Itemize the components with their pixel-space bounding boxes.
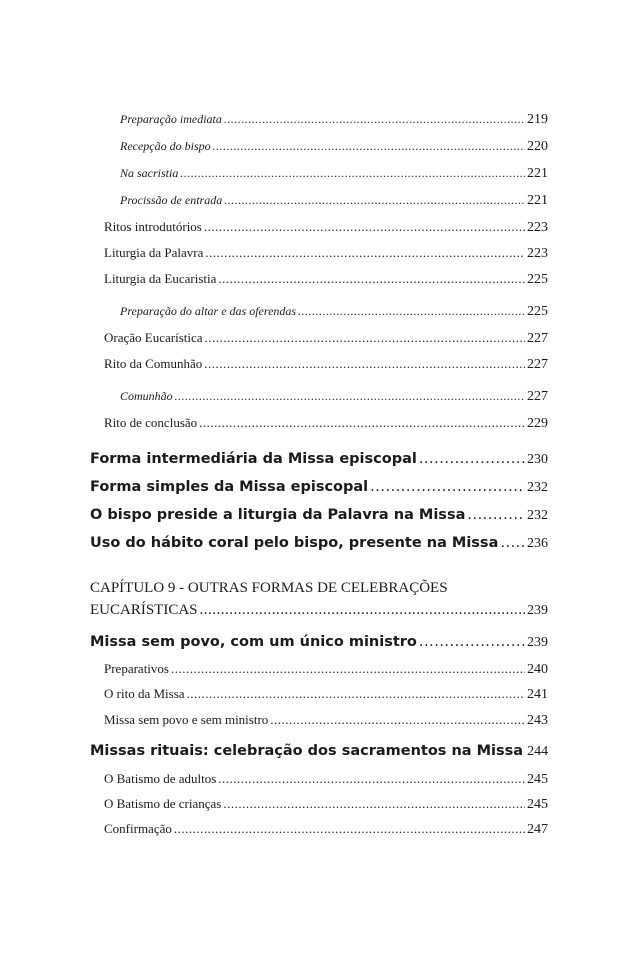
toc-entry-page: 223 — [527, 220, 548, 235]
toc-entry — [120, 139, 548, 155]
toc-entry-page: 241 — [527, 687, 548, 702]
toc-entry-label: Missa sem povo e sem ministro — [104, 712, 269, 727]
toc-entry-label: O Batismo de adultos — [104, 771, 217, 786]
toc-entry — [104, 771, 548, 788]
dot-leader — [175, 389, 525, 404]
chapter-heading: CAPÍTULO 9 - OUTRAS FORMAS DE CELEBRAÇÕES — [90, 580, 448, 596]
toc-entry-page: 220 — [527, 139, 548, 154]
toc-entry-page: 221 — [527, 166, 548, 181]
dot-leader — [187, 686, 525, 702]
toc-entry-page: 230 — [527, 452, 548, 467]
toc-entry-label: Liturgia da Palavra — [104, 245, 204, 260]
toc-entry — [104, 356, 548, 373]
toc-entry — [104, 271, 548, 288]
dot-leader — [205, 330, 525, 346]
toc-section-entry — [90, 743, 548, 760]
toc-entry-page: 232 — [527, 480, 548, 495]
toc-entry-label: O Batismo de crianças — [104, 796, 222, 811]
toc-entry-page: 239 — [527, 635, 548, 650]
toc-entry-page: 236 — [527, 536, 548, 551]
toc-entry — [104, 245, 548, 262]
dot-leader — [224, 193, 525, 208]
toc-entry-page: 244 — [527, 744, 549, 759]
toc-entry-page: 232 — [527, 508, 548, 523]
dot-leader — [298, 304, 525, 319]
toc-entry — [104, 796, 548, 813]
dot-leader — [204, 356, 525, 372]
dot-leader — [180, 166, 525, 181]
toc-entry-label: Forma simples da Missa episcopal — [90, 479, 369, 495]
toc-entry-page: 245 — [527, 797, 548, 812]
toc-entry-label: Oração Eucarística — [104, 330, 203, 345]
dot-leader — [199, 415, 525, 431]
toc-entry-page: 240 — [527, 662, 548, 677]
toc-entry — [104, 712, 548, 729]
toc-entry — [104, 821, 548, 838]
dot-leader — [204, 219, 525, 235]
dot-leader — [213, 139, 525, 154]
toc-entry — [104, 415, 548, 432]
toc-entry-page: 227 — [527, 389, 548, 404]
toc-entry-page: 225 — [527, 304, 548, 319]
toc-entry-page: 229 — [527, 416, 548, 431]
toc-entry-label: Ritos introdutórios — [104, 219, 202, 234]
toc-entry — [104, 219, 548, 236]
toc-entry — [120, 389, 548, 405]
dot-leader — [200, 602, 525, 619]
dot-leader — [224, 112, 525, 127]
toc-entry — [120, 112, 548, 128]
toc-section-entry — [90, 451, 548, 468]
toc-section-entry — [90, 535, 548, 552]
dot-leader — [270, 712, 525, 728]
toc-entry-label: Uso do hábito coral pelo bispo, presente na Missa — [90, 535, 499, 551]
toc-entry-label: Procissão de entrada — [120, 193, 223, 207]
toc-entry-page: 227 — [527, 357, 548, 372]
dot-leader — [218, 271, 525, 287]
toc-entry-label: O bispo preside a liturgia da Palavra na Missa — [90, 507, 466, 523]
dot-leader — [419, 634, 525, 650]
toc-entry-label: Missa sem povo, com um único ministro — [90, 634, 417, 650]
toc-chapter-entry — [90, 602, 548, 619]
toc-section-entry — [90, 507, 548, 524]
dot-leader — [370, 479, 525, 495]
toc-entry-label: Preparação do altar e das oferendas — [120, 304, 297, 318]
toc-entry-label: Na sacristia — [120, 166, 179, 180]
toc-entry-label: Rito da Comunhão — [104, 356, 203, 371]
toc-entry — [104, 661, 548, 678]
toc-entry-label: Comunhão — [120, 389, 173, 403]
dot-leader — [174, 821, 525, 837]
toc-entry-label: Liturgia da Eucaristia — [104, 271, 217, 286]
toc-entry-label: Rito de conclusão — [104, 415, 198, 430]
toc-entry-label: Forma intermediária da Missa episcopal — [90, 451, 417, 467]
dot-leader — [467, 507, 525, 523]
toc-entry-label: EUCARÍSTICAS — [90, 602, 198, 618]
dot-leader — [223, 796, 525, 812]
toc-entry-label: Missas rituais: celebração dos sacramentos na Missa — [90, 743, 524, 759]
dot-leader — [500, 535, 525, 551]
toc-section-entry — [90, 479, 548, 496]
toc-entry — [104, 330, 548, 347]
toc-entry-page: 247 — [527, 822, 548, 837]
toc-entry-label: O rito da Missa — [104, 686, 185, 701]
toc-entry — [120, 304, 548, 320]
dot-leader — [171, 661, 525, 677]
toc-entry-page: 239 — [527, 603, 548, 618]
toc-entry-page: 219 — [527, 112, 548, 127]
toc-entry — [120, 193, 548, 209]
toc-entry — [120, 166, 548, 182]
toc-entry-page: 221 — [527, 193, 548, 208]
toc-entry-label: Preparativos — [104, 661, 169, 676]
toc-entry-label: Preparação imediata — [120, 112, 222, 126]
dot-leader — [218, 771, 525, 787]
dot-leader — [419, 451, 525, 467]
toc-entry-page: 245 — [527, 772, 548, 787]
toc-entry — [104, 686, 548, 703]
toc-entry-page: 225 — [527, 272, 548, 287]
toc-entry-page: 223 — [527, 246, 548, 261]
toc-entry-page: 227 — [527, 331, 548, 346]
toc-entry-label: Recepção do bispo — [120, 139, 211, 153]
toc-section-entry — [90, 634, 548, 651]
toc-entry-page: 243 — [527, 713, 548, 728]
toc-entry-label: Confirmação — [104, 821, 172, 836]
dot-leader — [205, 245, 525, 261]
